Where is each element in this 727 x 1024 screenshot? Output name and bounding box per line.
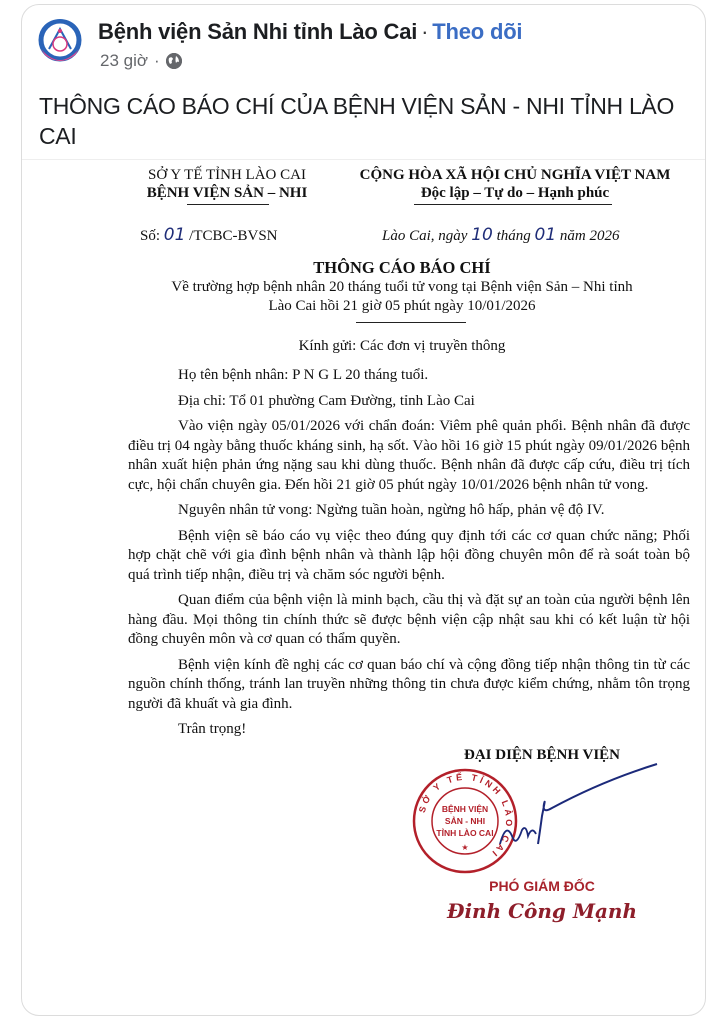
- patient-address: Địa chỉ: Tổ 01 phường Cam Đường, tỉnh Lào Cai: [178, 392, 475, 409]
- meta-separator: ·: [154, 51, 160, 70]
- recipient: Kính gửi: Các đơn vị truyền thông: [298, 338, 506, 354]
- press-release-image[interactable]: [22, 160, 705, 936]
- date-month: 01: [534, 225, 557, 245]
- closing: Trân trọng!: [178, 721, 247, 737]
- motto-underline: [414, 204, 612, 205]
- cause-of-death: Nguyên nhân tử vong: Ngừng tuần hoàn, ngừng hô hấp, phản vệ độ IV.: [178, 502, 605, 518]
- post-message: THÔNG CÁO BÁO CHÍ CỦA BỆNH VIỆN SẢN - NHI TỈNH LÀO CAI: [39, 93, 675, 149]
- national-header: [340, 166, 690, 202]
- stamp-inner-line3: TỈNH LÀO CAI: [436, 827, 494, 838]
- globe-icon[interactable]: [166, 53, 182, 69]
- post-card: [21, 4, 706, 1016]
- title-underline: [356, 322, 466, 323]
- agency-line2: BỆNH VIỆN SẢN – NHI: [146, 185, 308, 201]
- agency-line1: SỞ Y TẾ TỈNH LÀO CAI: [148, 167, 306, 183]
- post-author: [98, 19, 522, 45]
- number-label: Số:: [140, 228, 161, 244]
- stamp-inner-line2: SẢN - NHI: [444, 815, 486, 826]
- stamp-star-icon: ★: [461, 842, 469, 852]
- number-date-row: [22, 222, 705, 252]
- agency-underline: [187, 204, 269, 205]
- signer-role: PHÓ GIÁM ĐỐC: [489, 877, 595, 894]
- post-meta: [100, 51, 182, 71]
- nation-line2: Độc lập – Tự do – Hạnh phúc: [420, 185, 610, 201]
- page-avatar[interactable]: [37, 19, 83, 65]
- subtitle-line2: Lào Cai hồi 21 giờ 05 phút ngày 10/01/2026: [268, 298, 536, 314]
- stamp-outer-text: SỞ Y TẾ TỈNH LÀO CAI: [416, 771, 515, 860]
- name-separator: ·: [421, 19, 429, 44]
- document-subtitle: [112, 278, 692, 316]
- nation-line1: CỘNG HÒA XÃ HỘI CHỦ NGHĨA VIỆT NAM: [359, 167, 671, 183]
- document-date: [382, 224, 619, 247]
- document-title: THÔNG CÁO BÁO CHÍ: [313, 258, 491, 277]
- date-day: 10: [471, 225, 493, 245]
- page-name-link[interactable]: Bệnh viện Sản Nhi tỉnh Lào Cai: [98, 19, 418, 44]
- hospital-logo-icon: [37, 19, 83, 65]
- stamp-inner-line1: BỆNH VIỆN: [441, 803, 489, 814]
- document-body: [128, 366, 690, 740]
- handwritten-signature: [492, 756, 662, 856]
- date-month-label: tháng: [496, 228, 531, 244]
- date-prefix: Lào Cai, ngày: [382, 228, 468, 244]
- paragraph-viewpoint: Quan điểm của bệnh viện là minh bạch, cầu thị và đặt sự an toàn của người bệnh lên hàng đầu. Mọi thông tin chính thức sẽ được bệnh viện cập nhật sau khi có kết luận từ hội đồng chuyên môn và cơ quan có thẩm quyền.: [128, 592, 690, 647]
- paragraph-admission: Vào viện ngày 05/01/2026 với chẩn đoán: Viêm phê quản phổi. Bệnh nhân đã được điều trị 04 ngày bằng thuốc kháng sinh, hạ sốt. Vào hồi 16 giờ 15 phút ngày 09/01/2026 bệnh nhân xuất hiện phản ứng nặng sau khi dùng thuốc. Bệnh nhân đã được cấp cứu, điều trị tích cực, hội chẩn chuyên gia. Đến hồi 21 giờ 05 phút ngày 10/01/2026 bệnh nhân tử vong.: [128, 418, 690, 493]
- agency-header: [122, 166, 332, 202]
- representative-title: ĐẠI DIỆN BỆNH VIỆN: [463, 746, 620, 763]
- signature-block: [22, 746, 705, 936]
- follow-button[interactable]: Theo dõi: [432, 19, 523, 44]
- document-number: [140, 224, 278, 247]
- subtitle-line1: Về trường hợp bệnh nhân 20 tháng tuổi tử vong tại Bệnh viện Sản – Nhi tỉnh: [171, 279, 633, 295]
- signer-name: Đinh Công Mạnh: [446, 898, 638, 923]
- number-suffix: /TCBC-BVSN: [189, 228, 278, 244]
- document-header: [22, 166, 705, 222]
- paragraph-request: Bệnh viện kính đề nghị các cơ quan báo chí và cộng đồng tiếp nhận thông tin từ các nguồn chính thống, tránh lan truyền những thông tin chưa được kiểm chứng, nhằm tôn trọng người đã khuất và gia đình.: [128, 656, 690, 712]
- post-header: [22, 5, 705, 77]
- number-value: 01: [163, 225, 186, 245]
- paragraph-report: Bệnh viện sẽ báo cáo vụ việc theo đúng quy định tới các cơ quan chức năng; Phối hợp chặt chẽ với gia đình bệnh nhân và thành lập hội đồng chuyên môn để rà soát toàn bộ quá trình tiếp nhận, điều trị và chăm sóc người bệnh.: [128, 527, 690, 583]
- date-year: năm 2026: [559, 228, 620, 244]
- patient-name: Họ tên bệnh nhân: P N G L 20 tháng tuổi.: [178, 367, 429, 383]
- post-time[interactable]: 23 giờ: [100, 51, 149, 70]
